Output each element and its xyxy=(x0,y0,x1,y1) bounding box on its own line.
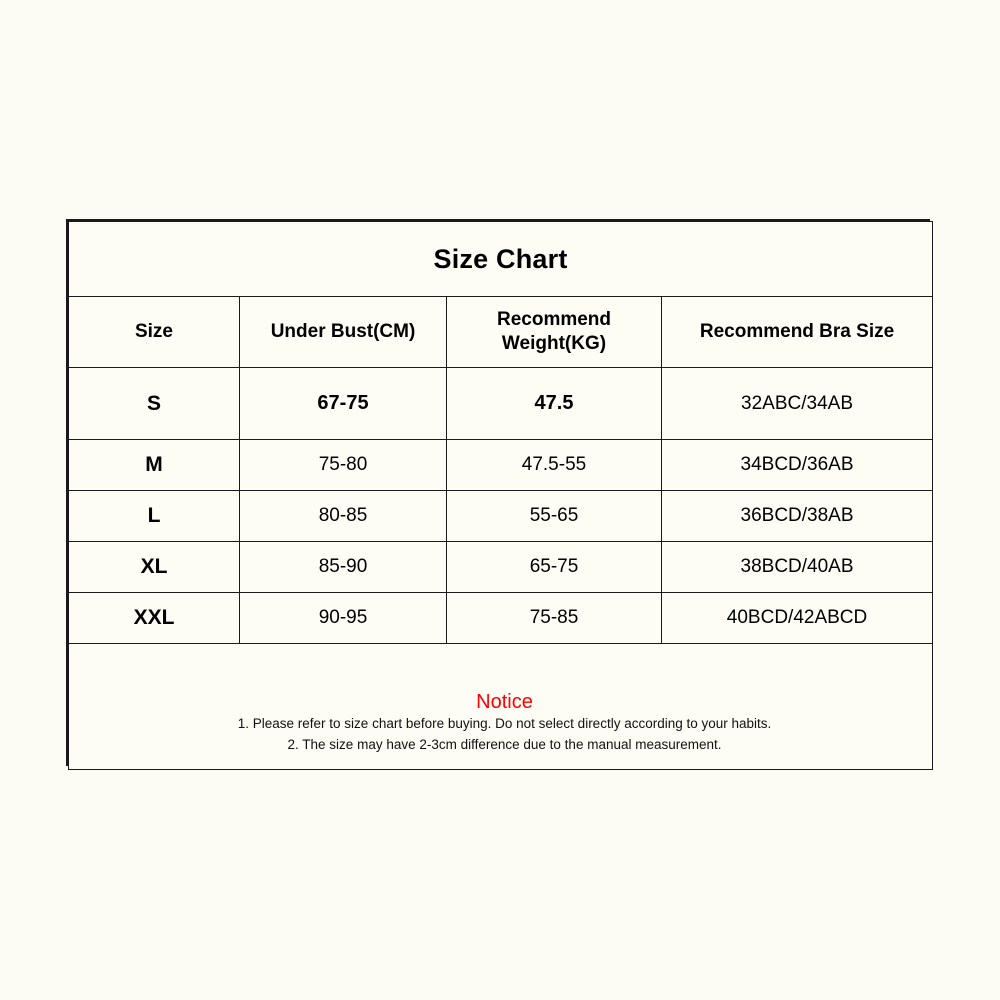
cell-under-bust: 85-90 xyxy=(240,542,447,593)
cell-recommend-bra-size: 38BCD/40AB xyxy=(662,542,933,593)
table-row xyxy=(69,440,933,491)
cell-under-bust: 67-75 xyxy=(240,368,447,440)
cell-recommend-bra-size: 34BCD/36AB xyxy=(662,440,933,491)
notice-line-1: 1. Please refer to size chart before buying. Do not select directly according to your habits. xyxy=(237,716,772,732)
column-header-recommend-bra-size: Recommend Bra Size xyxy=(662,297,933,368)
cell-recommend-weight: 47.5-55 xyxy=(447,440,662,491)
size-chart-table xyxy=(68,221,933,770)
cell-recommend-weight: 65-75 xyxy=(447,542,662,593)
cell-recommend-bra-size: 36BCD/38AB xyxy=(662,491,933,542)
table-header-row xyxy=(69,297,933,368)
cell-recommend-weight: 47.5 xyxy=(447,368,662,440)
chart-title-row xyxy=(69,222,933,297)
cell-size: L xyxy=(69,491,240,542)
cell-size: S xyxy=(69,368,240,440)
column-header-recommend-weight xyxy=(447,297,662,368)
column-header-recommend-weight-line2: Weight(KG) xyxy=(501,333,607,354)
notice-title: Notice xyxy=(476,691,533,714)
cell-under-bust: 80-85 xyxy=(240,491,447,542)
page-title: Size Chart xyxy=(69,222,933,297)
cell-size: XL xyxy=(69,542,240,593)
cell-size: M xyxy=(69,440,240,491)
notice-section xyxy=(69,644,933,770)
table-row xyxy=(69,368,933,440)
column-header-under-bust: Under Bust(CM) xyxy=(240,297,447,368)
table-row xyxy=(69,542,933,593)
cell-recommend-weight: 75-85 xyxy=(447,593,662,644)
notice-row xyxy=(69,644,933,770)
cell-recommend-bra-size: 32ABC/34AB xyxy=(662,368,933,440)
cell-size: XXL xyxy=(69,593,240,644)
cell-recommend-weight: 55-65 xyxy=(447,491,662,542)
size-chart-container xyxy=(66,219,930,766)
cell-recommend-bra-size: 40BCD/42ABCD xyxy=(662,593,933,644)
column-header-recommend-weight-line1: Recommend xyxy=(496,309,612,331)
notice-line-2: 2. The size may have 2-3cm difference due to the manual measurement. xyxy=(287,736,722,752)
table-row xyxy=(69,593,933,644)
cell-under-bust: 75-80 xyxy=(240,440,447,491)
column-header-size: Size xyxy=(69,297,240,368)
table-row xyxy=(69,491,933,542)
cell-under-bust: 90-95 xyxy=(240,593,447,644)
